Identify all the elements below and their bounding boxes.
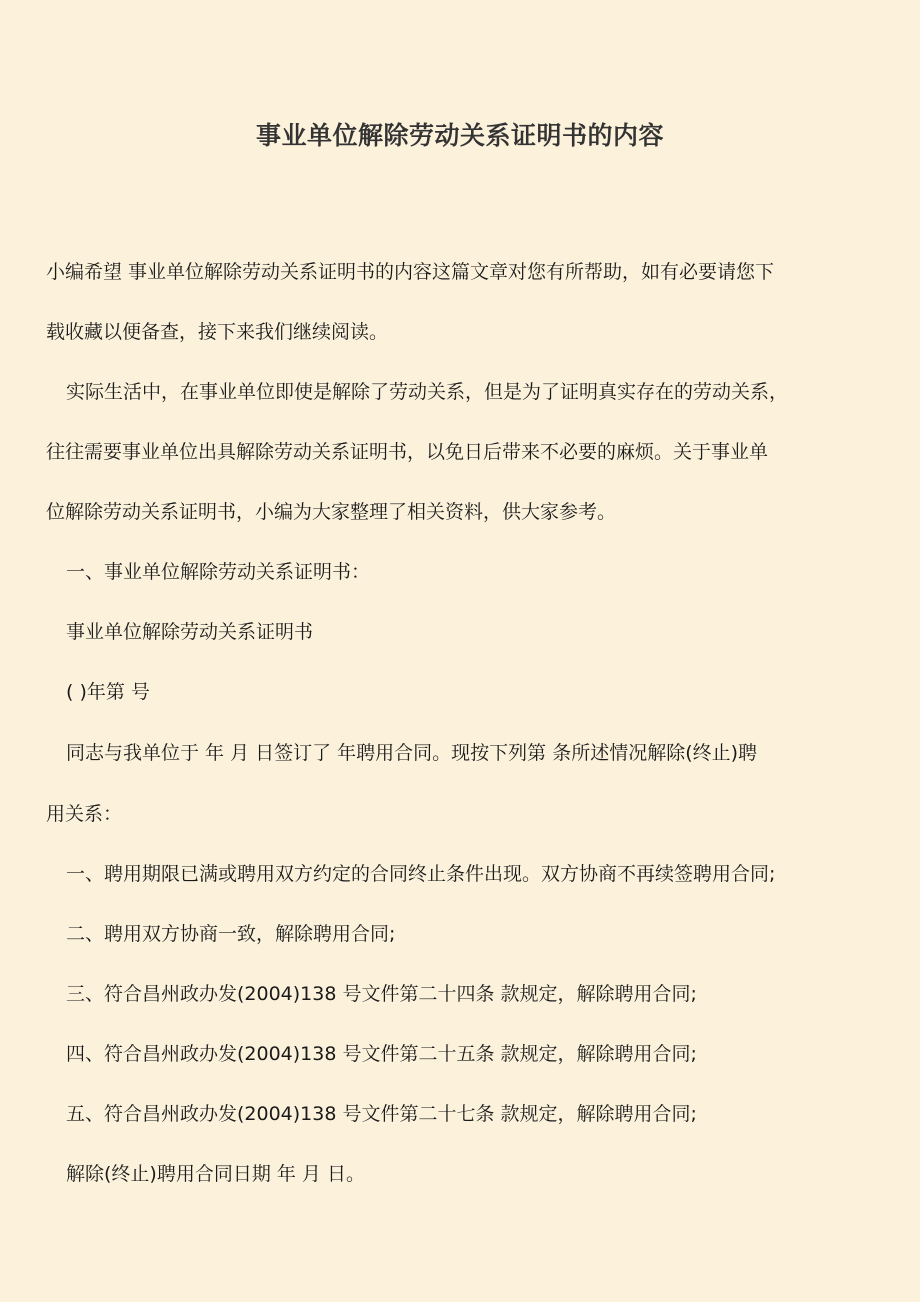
document-title: 事业单位解除劳动关系证明书的内容 bbox=[255, 121, 664, 150]
paragraph-line: 解除(终止)聘用合同日期 年 月 日。 bbox=[66, 1163, 365, 1185]
certificate-title: 事业单位解除劳动关系证明书 bbox=[66, 621, 314, 643]
list-item: 五、符合昌州政办发(2004)138 号文件第二十七条 款规定，解除聘用合同; bbox=[66, 1103, 697, 1125]
list-item: 二、聘用双方协商一致，解除聘用合同; bbox=[66, 923, 396, 945]
paragraph-line: 小编希望 事业单位解除劳动关系证明书的内容这篇文章对您有所帮助，如有必要请您下 bbox=[46, 261, 775, 283]
paragraph-line: 实际生活中，在事业单位即使是解除了劳动关系，但是为了证明真实存在的劳动关系， bbox=[66, 381, 789, 403]
certificate-number: ( )年第 号 bbox=[66, 681, 150, 703]
paragraph-line: 用关系： bbox=[46, 803, 123, 825]
list-item: 一、聘用期限已满或聘用双方约定的合同终止条件出现。双方协商不再续签聘用合同; bbox=[66, 863, 776, 885]
paragraph-line: 载收藏以便备查，接下来我们继续阅读。 bbox=[46, 321, 389, 343]
list-item: 三、符合昌州政办发(2004)138 号文件第二十四条 款规定，解除聘用合同; bbox=[66, 983, 697, 1005]
paragraph-line: 往往需要事业单位出具解除劳动关系证明书，以免日后带来不必要的麻烦。关于事业单 bbox=[46, 441, 769, 463]
paragraph-line: 位解除劳动关系证明书，小编为大家整理了相关资料，供大家参考。 bbox=[46, 501, 617, 523]
list-item: 四、符合昌州政办发(2004)138 号文件第二十五条 款规定，解除聘用合同; bbox=[66, 1043, 697, 1065]
section-heading: 一、事业单位解除劳动关系证明书： bbox=[66, 561, 371, 583]
paragraph-line: 同志与我单位于 年 月 日签订了 年聘用合同。现按下列第 条所述情况解除(终止)聘 bbox=[66, 742, 758, 764]
